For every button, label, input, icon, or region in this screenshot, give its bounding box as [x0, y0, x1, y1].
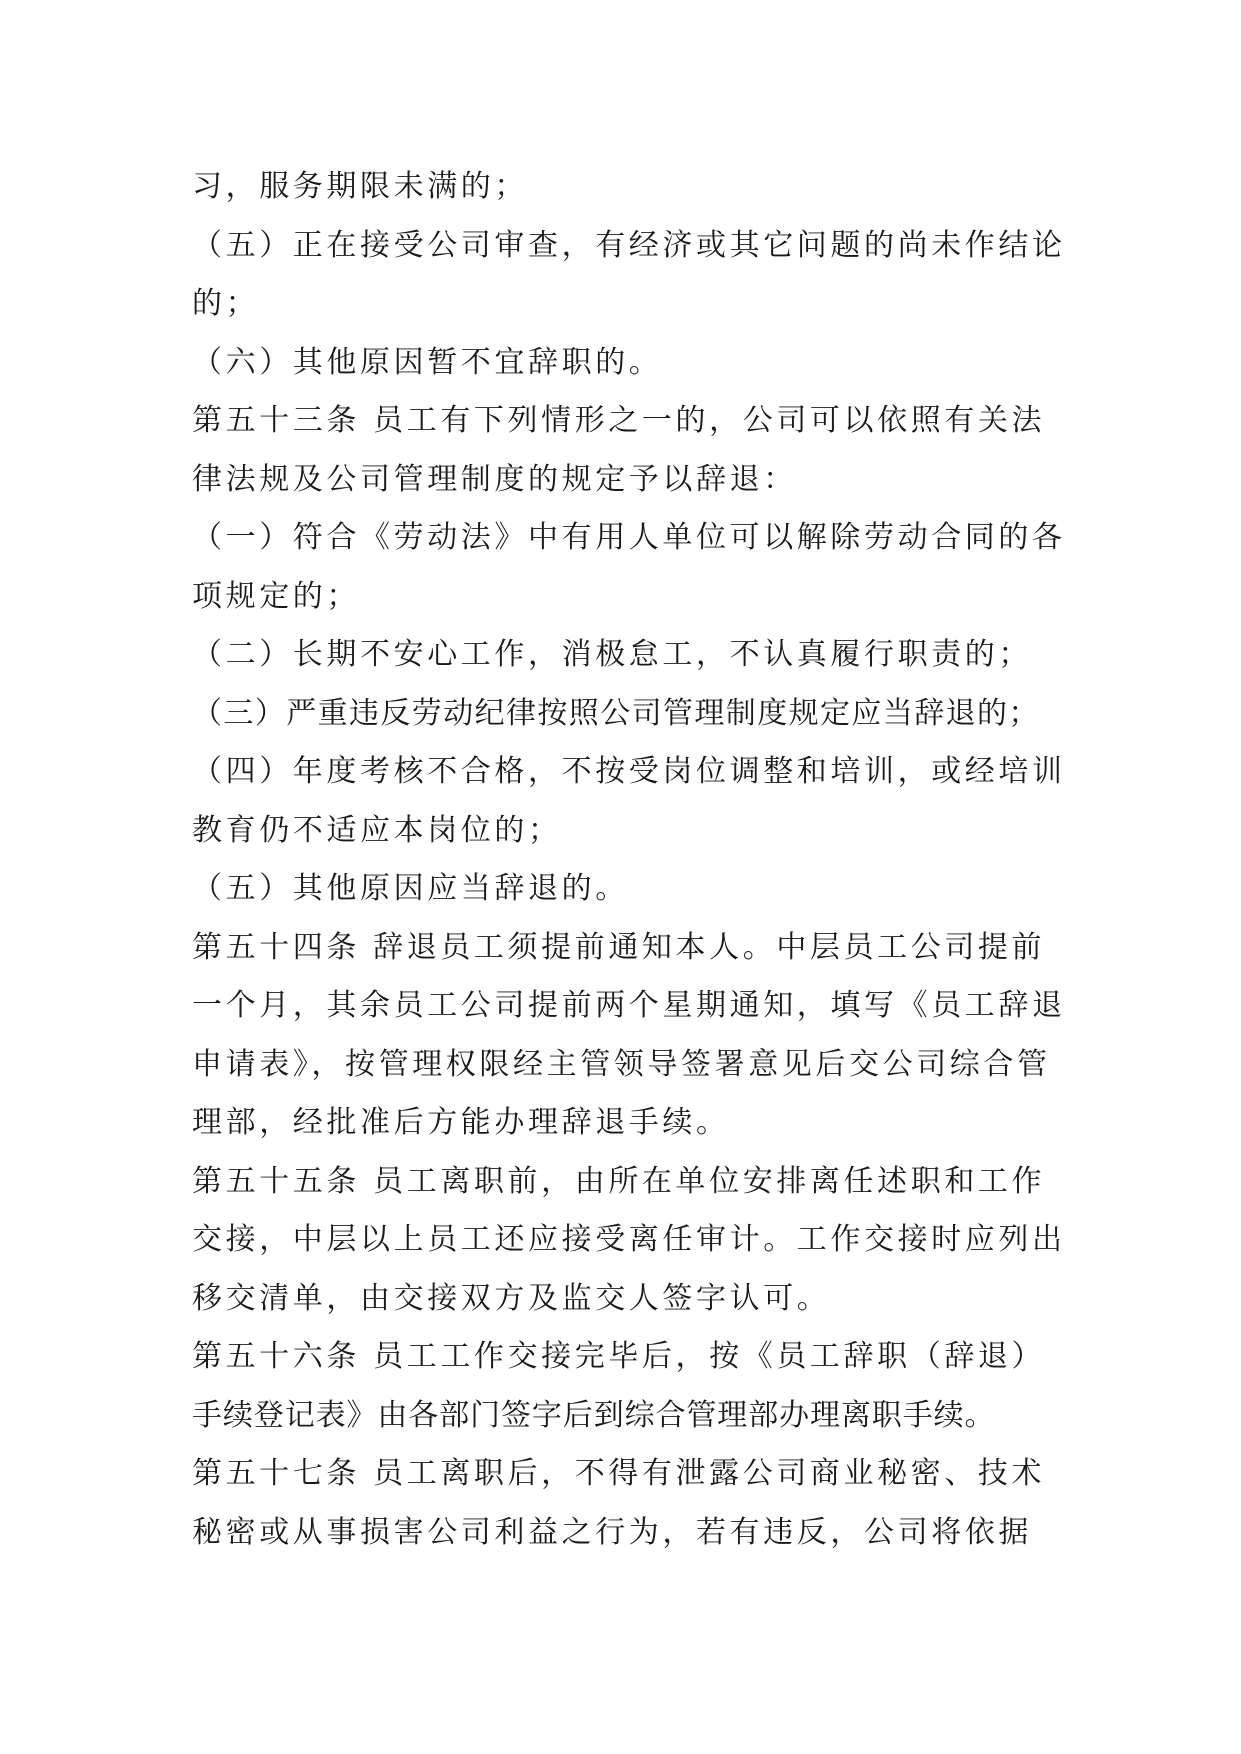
text-line: （二）长期不安心工作，消极怠工，不认真履行职责的； [192, 637, 1032, 672]
text-line: 秘密或从事损害公司利益之行为，若有违反，公司将依据 [192, 1514, 1032, 1550]
text-line: 教育仍不适应本岗位的； [192, 812, 562, 848]
text-line: 申请表》，按管理权限经主管领导签署意见后交公司综合管 [192, 1046, 1051, 1082]
text-line: （一）符合《劳动法》中有用人单位可以解除劳动合同的各 [192, 520, 1066, 555]
text-line: （三）严重违反劳动纪律按照公司管理制度规定应当辞退的； [192, 695, 1040, 731]
text-line: （六）其他原因暂不宜辞职的。 [192, 344, 663, 380]
text-line: 的； [192, 286, 260, 321]
article-56-heading-line: 第五十六条 员工工作交接完毕后，按《员工辞职（辞退） [192, 1339, 1046, 1374]
text-line: 理部，经批准后方能办理辞退手续。 [192, 1105, 730, 1140]
text-line: 一个月，其余员工公司提前两个星期通知，填写《员工辞退 [192, 988, 1066, 1023]
text-line: （五）正在接受公司审查，有经济或其它问题的尚未作结论 [192, 227, 1066, 263]
text-line: （五）其他原因应当辞退的。 [192, 871, 629, 906]
article-54-heading-line: 第五十四条 辞退员工须提前通知本人。中层员工公司提前 [192, 929, 1046, 965]
article-57-heading-line: 第五十七条 员工离职后，不得有泄露公司商业秘密、技术 [192, 1456, 1046, 1491]
text-line: 手续登记表》由各部门签字后到综合管理部办理离职手续。 [192, 1397, 996, 1433]
text-line: 交接，中层以上员工还应接受离任审计。工作交接时应列出 [192, 1222, 1066, 1257]
text-line: 习，服务期限未满的； [192, 169, 528, 204]
text-line: 律法规及公司管理制度的规定予以辞退： [192, 461, 797, 497]
text-line: 移交清单，由交接双方及监交人签字认可。 [192, 1280, 831, 1316]
document-body [192, 158, 1092, 1562]
text-line: （四）年度考核不合格，不按受岗位调整和培训，或经培训 [192, 754, 1066, 789]
text-line: 项规定的； [192, 578, 360, 614]
article-53-heading-line: 第五十三条 员工有下列情形之一的，公司可以依照有关法 [192, 403, 1046, 438]
article-55-heading-line: 第五十五条 员工离职前，由所在单位安排离任述职和工作 [192, 1163, 1046, 1199]
